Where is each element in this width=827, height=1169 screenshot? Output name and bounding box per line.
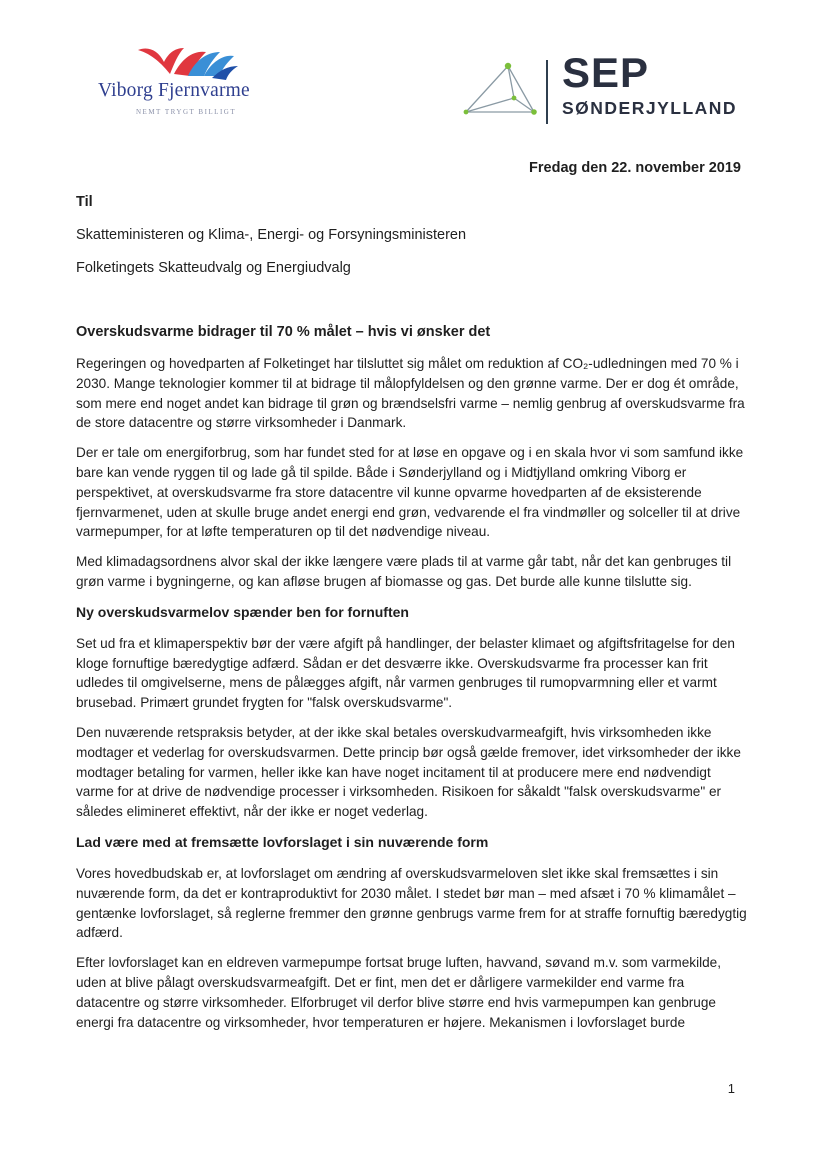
section-heading: Overskudsvarme bidrager til 70 % målet – hvis vi ønsker det bbox=[76, 324, 491, 340]
recipient-line-2: Folketingets Skatteudvalg og Energiudvalg bbox=[76, 260, 351, 276]
recipient-line-1: Skatteministeren og Klima-, Energi- og Forsyningsministeren bbox=[76, 227, 467, 243]
viborg-company-name: Viborg Fjernvarme bbox=[98, 80, 250, 101]
letter-body bbox=[76, 322, 748, 1042]
section-heading: Lad være med at fremsætte lovforslaget i sin nuværende form bbox=[76, 833, 489, 850]
viborg-tagline: NEMT TRYGT BILLIGT bbox=[136, 108, 237, 116]
sep-title: SEP bbox=[562, 49, 650, 96]
sep-triangle-icon bbox=[460, 58, 540, 118]
paragraph: Efter lovforslaget kan en eldreven varmepumpe fortsat bruge luften, havvand, søvand m.v. som varmekilde, uden at blive pålagt overskudsvarmeafgift. Det er fint, men det er dårligere varmekilder end varme fra datacentre og større virksomheder. Elforbruget vil derfor blive større end hvis varmepumpen kan genbruge energi fra datacentre og virksomheder, hvor temperaturen er højere. Mekanismen i lovforslaget burde bbox=[76, 955, 722, 1030]
page-number: 1 bbox=[727, 1081, 735, 1096]
paragraph: Med klimadagsordnens alvor skal der ikke længere være plads til at varme går tabt, når det kan genbruges til grøn varme i bygningerne, og kan afløse brugen af biomasse og gas. Det burde alle kunne tilslutte sig. bbox=[76, 554, 732, 589]
paragraph: Set ud fra et klimaperspektiv bør der være afgift på handlinger, der belaster klimaet og afgiftsfritagelse for den kloge fornuftige bæredygtige adfærd. Sådan er det desværre ikke. Overskudsvarme fra processer kan frit udledes til omgivelserne, mens de pålægges afgift, når varmen genbruges til rumopvarmning eller et varmt brusebad. Primært grundet frygten for "falsk overskudsvarme". bbox=[76, 635, 735, 711]
letter-date: Fredag den 22. november 2019 bbox=[529, 160, 741, 176]
sep-sonderjylland-logo bbox=[460, 49, 750, 128]
sep-divider bbox=[546, 60, 548, 124]
sep-subtitle: SØNDERJYLLAND bbox=[562, 98, 738, 118]
paragraph: Der er tale om energiforbrug, som har fundet sted for at løse en opgave og i en skala hvor vi som samfund ikke bare kan vende ryggen til og lade gå til spilde. Både i Sønderjylland og i Midtjylland omkring Viborg er perspektivet, at overskudsvarme fra store datacentre vil kunne opvarme hovedparten af de eksisterende fjernvarmenet, uden at skulle bruge andet energi end grøn, vedvarende el fra vindmøller og solceller til at drive varmepumper, for at løfte temperaturen op til det nødvendige niveau. bbox=[76, 445, 744, 540]
viborg-fjernvarme-logo bbox=[98, 44, 278, 124]
to-label: Til bbox=[76, 194, 93, 210]
paragraph: Den nuværende retspraksis betyder, at der ikke skal betales overskudvarmeafgift, hvis virksomheden ikke modtager et vederlag for overskudsvarmen. Dette princip bør også gælde fremover, idet virksomheder der ikke modtager betaling for varmen, heller ikke kan have noget incitament til at producere mere end nødvendigt varme for at drive de nødvendige processer i virksomheden. Risikoen for såkaldt "falsk overskudsvarme" er således elimineret effektivt, når der ikke er noget vederlag. bbox=[76, 724, 741, 820]
viborg-wave-icon bbox=[134, 44, 238, 82]
paragraph: Vores hovedbudskab er, at lovforslaget om ændring af overskudsvarmeloven slet ikke skal fremsættes i sin nuværende form, da det er kontraproduktivt for 2030 målet. I stedet bør man – med afsæt i 70 % klimamålet – gentænke lovforslaget, så reglerne fremmer den grønne genbrugs varme frem for at straffe fornuftig bæredygtig adfærd. bbox=[76, 865, 747, 941]
paragraph: Regeringen og hovedparten af Folketinget har tilsluttet sig målet om reduktion af CO₂-udledningen med 70 % i 2030. Mange teknologier kommer til at bidrage til målopfyldelsen og den grønne varme. Der er dog ét område, som mere end noget andet kan bidrage til grøn og brændselsfri varme – nemlig genbrug af overskudsvarme fra de store datacentre og større virksomheder i Danmark. bbox=[76, 356, 745, 431]
section-heading: Ny overskudsvarmelov spænder ben for fornuften bbox=[76, 603, 409, 620]
